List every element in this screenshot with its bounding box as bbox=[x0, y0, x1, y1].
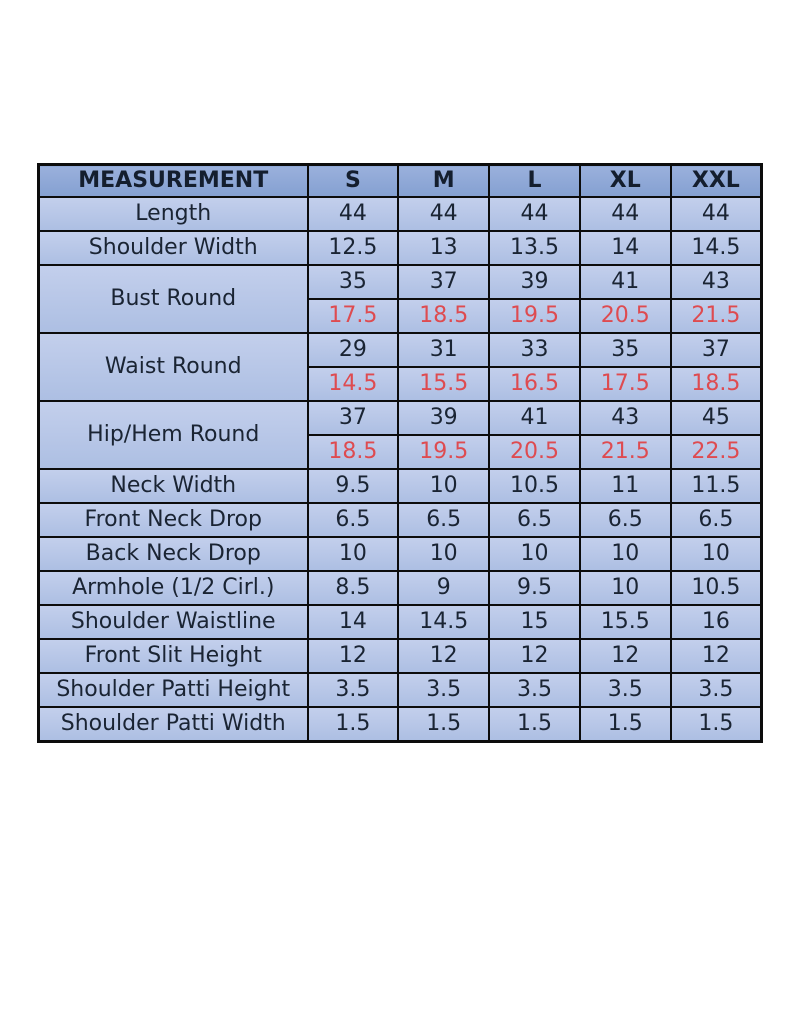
value-cell: 10 bbox=[489, 537, 580, 571]
table-row bbox=[39, 469, 762, 503]
value-cell: 44 bbox=[398, 197, 489, 231]
table-body bbox=[39, 197, 762, 742]
value-cell: 39 bbox=[398, 401, 489, 435]
value-cell: 3.5 bbox=[489, 673, 580, 707]
table-row bbox=[39, 537, 762, 571]
measurement-label: Bust Round bbox=[39, 265, 308, 333]
value-cell: 3.5 bbox=[671, 673, 762, 707]
table-row bbox=[39, 197, 762, 231]
value-cell: 3.5 bbox=[308, 673, 399, 707]
value-cell: 43 bbox=[580, 401, 671, 435]
value-cell-highlighted: 17.5 bbox=[308, 299, 399, 333]
value-cell: 12 bbox=[671, 639, 762, 673]
value-cell-highlighted: 19.5 bbox=[489, 299, 580, 333]
measurement-size-table bbox=[37, 163, 763, 743]
value-cell: 9.5 bbox=[308, 469, 399, 503]
value-cell-highlighted: 21.5 bbox=[671, 299, 762, 333]
value-cell: 10 bbox=[308, 537, 399, 571]
value-cell: 37 bbox=[308, 401, 399, 435]
value-cell: 29 bbox=[308, 333, 399, 367]
value-cell: 1.5 bbox=[489, 707, 580, 742]
value-cell: 44 bbox=[671, 197, 762, 231]
value-cell-highlighted: 17.5 bbox=[580, 367, 671, 401]
value-cell: 12 bbox=[398, 639, 489, 673]
value-cell: 11 bbox=[580, 469, 671, 503]
table-row bbox=[39, 231, 762, 265]
value-cell: 14.5 bbox=[671, 231, 762, 265]
value-cell: 10 bbox=[580, 537, 671, 571]
value-cell: 35 bbox=[308, 265, 399, 299]
value-cell: 12 bbox=[580, 639, 671, 673]
table-row bbox=[39, 673, 762, 707]
value-cell: 44 bbox=[308, 197, 399, 231]
value-cell: 3.5 bbox=[398, 673, 489, 707]
table-row bbox=[39, 639, 762, 673]
table-row bbox=[39, 571, 762, 605]
table-row-top bbox=[39, 265, 762, 299]
value-cell-highlighted: 22.5 bbox=[671, 435, 762, 469]
value-cell: 6.5 bbox=[580, 503, 671, 537]
header-row bbox=[39, 165, 762, 198]
value-cell: 6.5 bbox=[308, 503, 399, 537]
table-row-top bbox=[39, 333, 762, 367]
value-cell: 9.5 bbox=[489, 571, 580, 605]
measurement-label: Shoulder Width bbox=[39, 231, 308, 265]
value-cell: 10 bbox=[580, 571, 671, 605]
value-cell: 13 bbox=[398, 231, 489, 265]
value-cell-highlighted: 20.5 bbox=[580, 299, 671, 333]
value-cell: 35 bbox=[580, 333, 671, 367]
measurement-label: Armhole (1/2 Cirl.) bbox=[39, 571, 308, 605]
value-cell: 10.5 bbox=[489, 469, 580, 503]
table-row bbox=[39, 605, 762, 639]
value-cell: 1.5 bbox=[580, 707, 671, 742]
value-cell: 31 bbox=[398, 333, 489, 367]
measurement-label: Shoulder Patti Width bbox=[39, 707, 308, 742]
value-cell: 41 bbox=[580, 265, 671, 299]
value-cell: 41 bbox=[489, 401, 580, 435]
value-cell-highlighted: 18.5 bbox=[308, 435, 399, 469]
value-cell: 10 bbox=[398, 469, 489, 503]
table-header bbox=[39, 165, 762, 198]
value-cell: 9 bbox=[398, 571, 489, 605]
measurement-label: Length bbox=[39, 197, 308, 231]
measurement-label: Back Neck Drop bbox=[39, 537, 308, 571]
value-cell: 11.5 bbox=[671, 469, 762, 503]
value-cell: 12 bbox=[489, 639, 580, 673]
measurement-label: Shoulder Patti Height bbox=[39, 673, 308, 707]
measurement-label: Hip/Hem Round bbox=[39, 401, 308, 469]
value-cell: 44 bbox=[489, 197, 580, 231]
value-cell: 1.5 bbox=[398, 707, 489, 742]
value-cell: 12.5 bbox=[308, 231, 399, 265]
value-cell: 37 bbox=[671, 333, 762, 367]
value-cell-highlighted: 20.5 bbox=[489, 435, 580, 469]
value-cell: 3.5 bbox=[580, 673, 671, 707]
value-cell: 1.5 bbox=[671, 707, 762, 742]
value-cell: 14 bbox=[580, 231, 671, 265]
value-cell: 1.5 bbox=[308, 707, 399, 742]
value-cell-highlighted: 16.5 bbox=[489, 367, 580, 401]
value-cell: 45 bbox=[671, 401, 762, 435]
measurement-label: Front Slit Height bbox=[39, 639, 308, 673]
size-column-header-m: M bbox=[398, 165, 489, 198]
table-row-top bbox=[39, 401, 762, 435]
table-row bbox=[39, 503, 762, 537]
value-cell: 15 bbox=[489, 605, 580, 639]
size-column-header-l: L bbox=[489, 165, 580, 198]
measurement-label: Neck Width bbox=[39, 469, 308, 503]
value-cell: 6.5 bbox=[671, 503, 762, 537]
value-cell-highlighted: 21.5 bbox=[580, 435, 671, 469]
value-cell-highlighted: 18.5 bbox=[671, 367, 762, 401]
size-column-header-xl: XL bbox=[580, 165, 671, 198]
value-cell: 8.5 bbox=[308, 571, 399, 605]
value-cell: 10 bbox=[398, 537, 489, 571]
value-cell: 16 bbox=[671, 605, 762, 639]
value-cell: 43 bbox=[671, 265, 762, 299]
table-row bbox=[39, 707, 762, 742]
value-cell: 6.5 bbox=[489, 503, 580, 537]
value-cell: 14.5 bbox=[398, 605, 489, 639]
value-cell: 10.5 bbox=[671, 571, 762, 605]
value-cell: 14 bbox=[308, 605, 399, 639]
measurement-label: Shoulder Waistline bbox=[39, 605, 308, 639]
size-column-header-s: S bbox=[308, 165, 399, 198]
value-cell: 10 bbox=[671, 537, 762, 571]
value-cell: 15.5 bbox=[580, 605, 671, 639]
value-cell: 13.5 bbox=[489, 231, 580, 265]
value-cell-highlighted: 18.5 bbox=[398, 299, 489, 333]
value-cell: 39 bbox=[489, 265, 580, 299]
value-cell: 6.5 bbox=[398, 503, 489, 537]
value-cell: 12 bbox=[308, 639, 399, 673]
value-cell: 44 bbox=[580, 197, 671, 231]
value-cell-highlighted: 15.5 bbox=[398, 367, 489, 401]
measurement-column-header: MEASUREMENT bbox=[39, 165, 308, 198]
value-cell: 33 bbox=[489, 333, 580, 367]
value-cell-highlighted: 19.5 bbox=[398, 435, 489, 469]
size-column-header-xxl: XXL bbox=[671, 165, 762, 198]
measurement-label: Waist Round bbox=[39, 333, 308, 401]
value-cell-highlighted: 14.5 bbox=[308, 367, 399, 401]
measurement-label: Front Neck Drop bbox=[39, 503, 308, 537]
value-cell: 37 bbox=[398, 265, 489, 299]
